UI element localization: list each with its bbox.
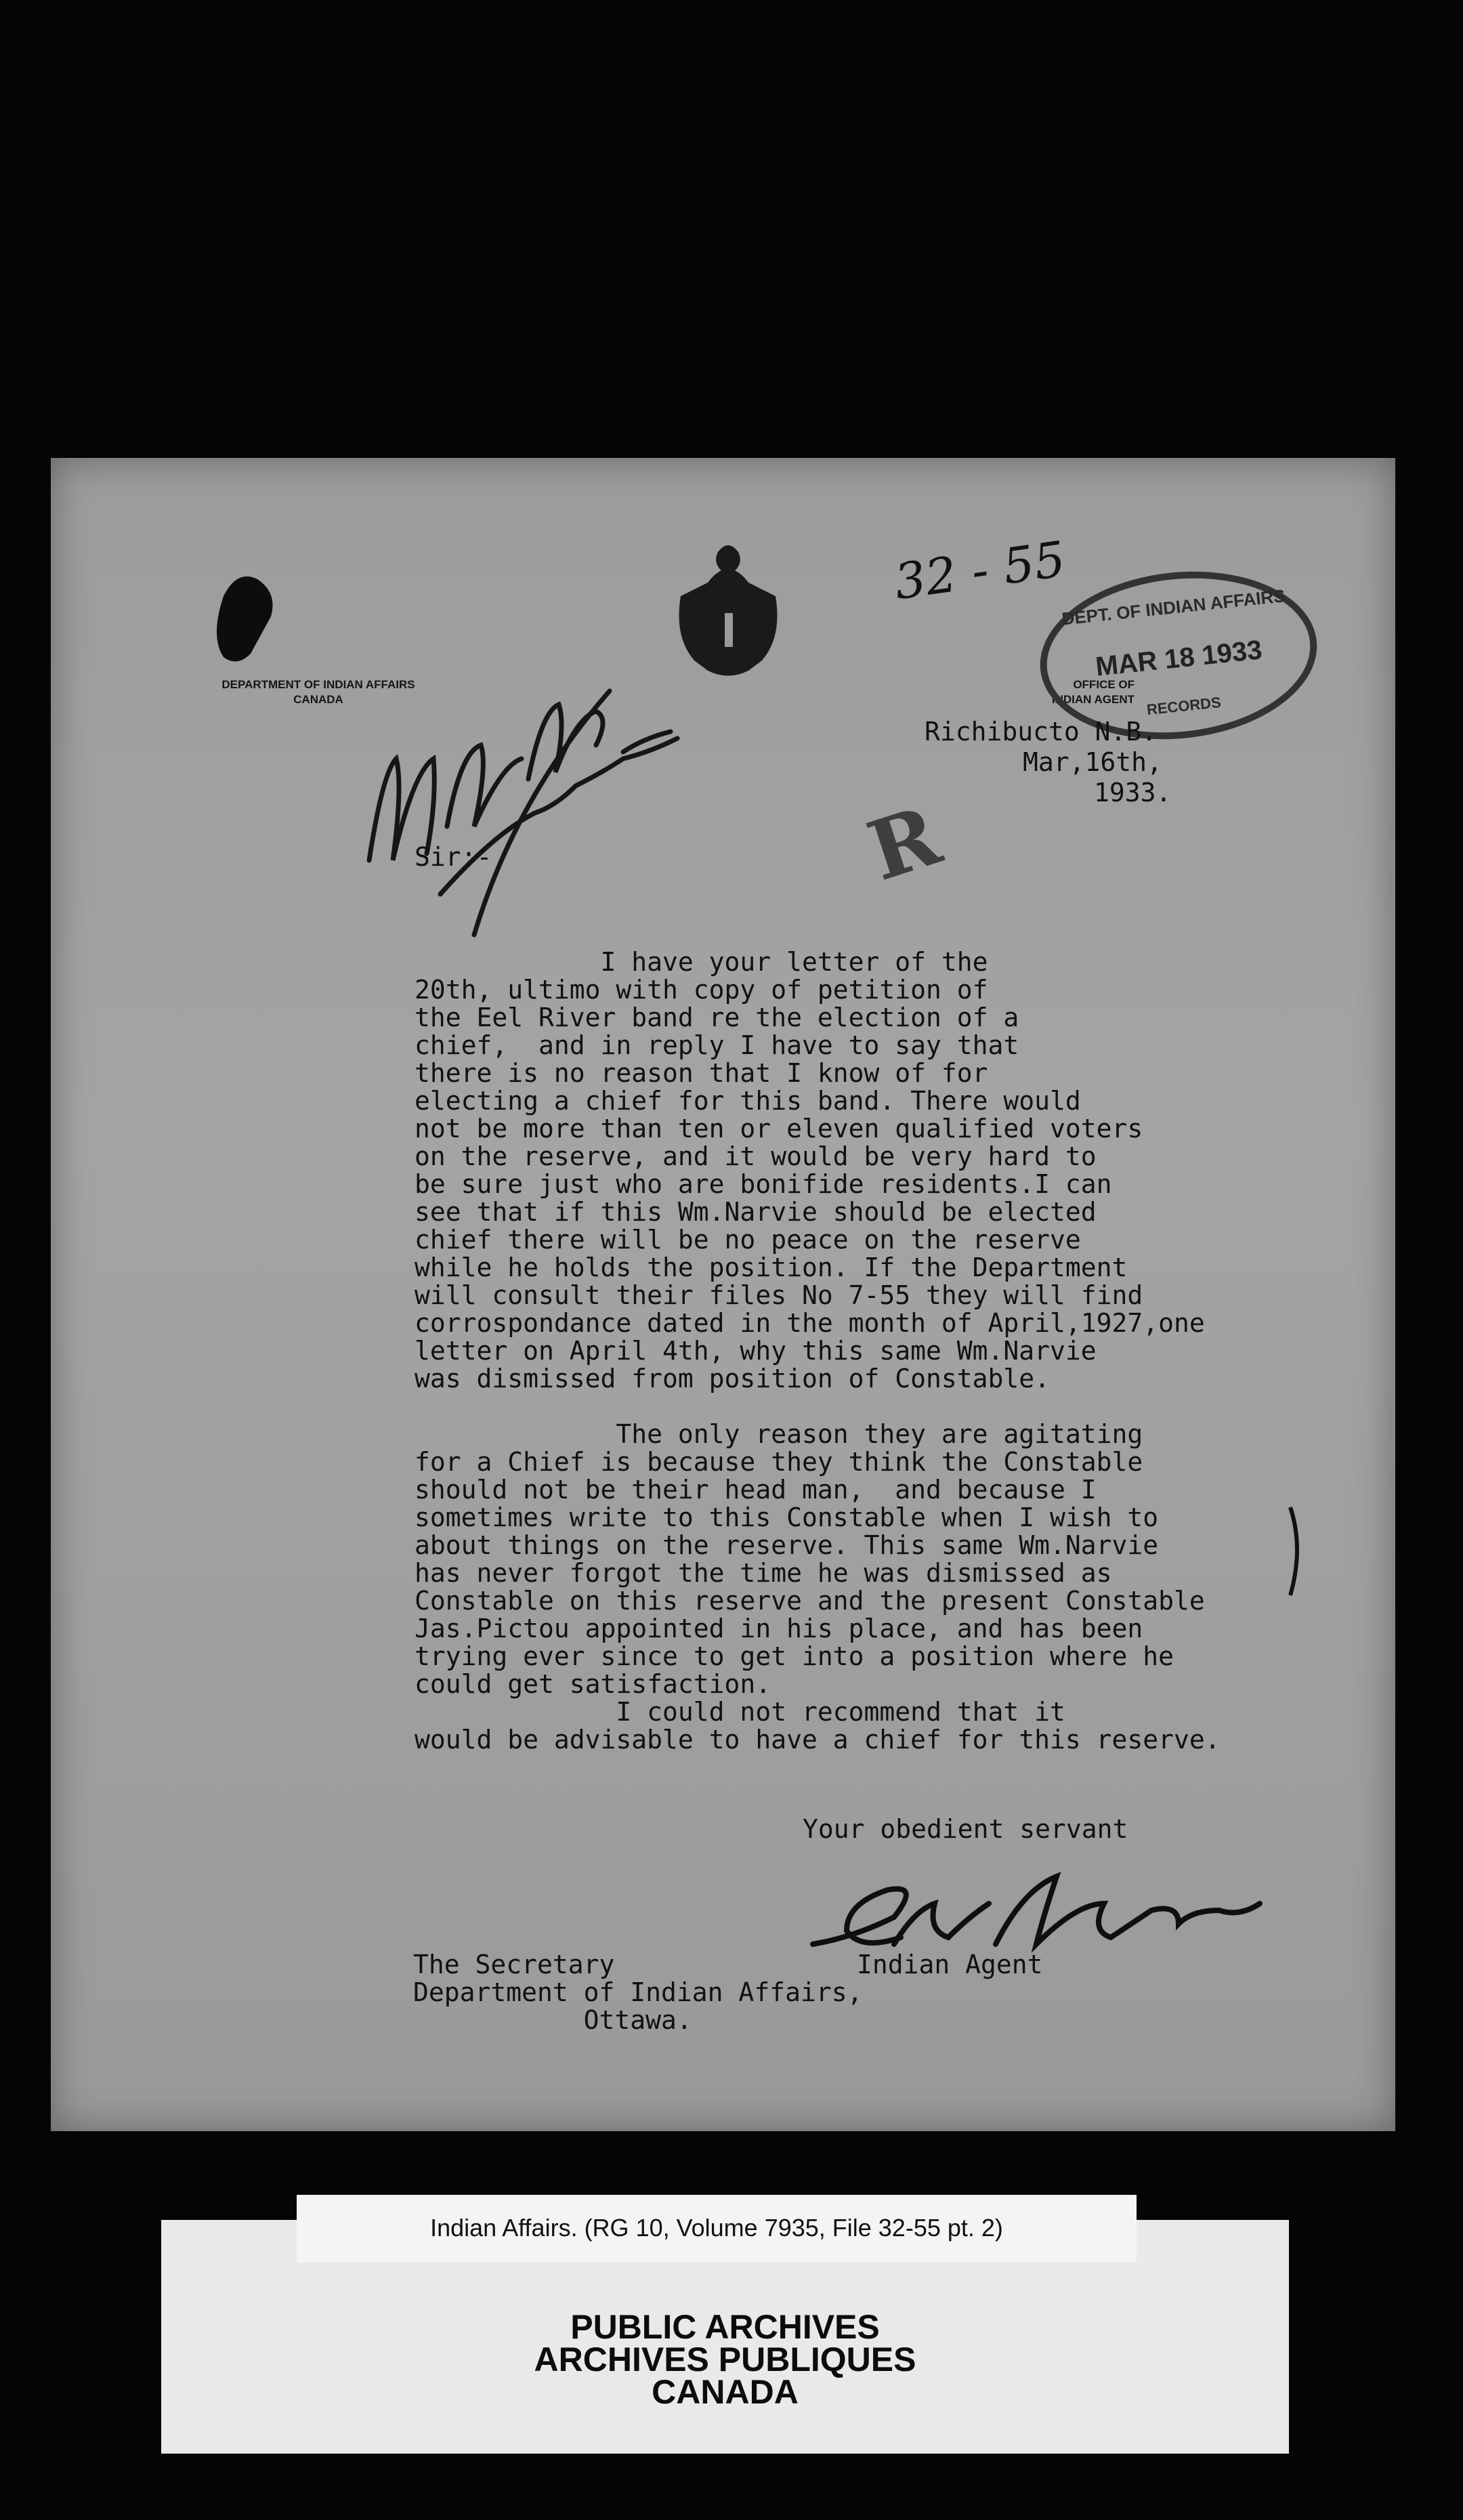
body-line: about things on the reserve. This same Wm.Narvie [415, 1530, 1159, 1560]
body-line: chief, and in reply I have to say that [415, 1030, 1019, 1060]
address-line: Department of Indian Affairs, [413, 1977, 863, 2007]
handwritten-annotation-icon [369, 691, 677, 935]
body-line: trying ever since to get into a position where he [415, 1641, 1174, 1671]
body-line: would be advisable to have a chief for this reserve. [415, 1725, 1221, 1755]
body-line: be sure just who are bonifide residents.I can [415, 1169, 1112, 1199]
file-number: 32 - 55 [891, 530, 1069, 611]
signature-title: Indian Agent [857, 1950, 1043, 1979]
body-line: for a Chief is because they think the Constable [415, 1447, 1143, 1477]
salutation: Sir:- [415, 842, 492, 872]
stamp-records: RECORDS [1145, 693, 1222, 719]
closing: Your obedient servant [803, 1814, 1128, 1844]
coat-of-arms-icon [679, 545, 778, 676]
body-line: I have your letter of the [415, 947, 988, 977]
bracket-mark-icon [1290, 1507, 1297, 1595]
body-line: on the reserve, and it would be very hard to [415, 1141, 1097, 1171]
register-stamp: R [857, 788, 952, 900]
body-line: was dismissed from position of Constable. [415, 1364, 1050, 1393]
body-line: The only reason they are agitating [415, 1419, 1143, 1449]
body-line: while he holds the position. If the Department [415, 1253, 1128, 1282]
body-line: Jas.Pictou appointed in his place, and has been [415, 1614, 1143, 1643]
body-line: Constable on this reserve and the present Constable [415, 1586, 1205, 1616]
body-line: not be more than ten or eleven qualified voters [415, 1114, 1143, 1143]
archive-reference: Indian Affairs. (RG 10, Volume 7935, File 32-55 pt. 2) [430, 2214, 1003, 2242]
signature-icon [813, 1876, 1260, 1944]
body-line: electing a chief for this band. There would [415, 1086, 1081, 1116]
stamp-department: DEPT. OF INDIAN AFFAIRS [1061, 585, 1286, 629]
letter-place: Richibucto N.B. [925, 717, 1158, 747]
stamp-date: MAR 18 1933 [1094, 635, 1264, 682]
body-line: could get satisfaction. [415, 1669, 771, 1699]
body-line: letter on April 4th, why this same Wm.Narvie [415, 1336, 1097, 1366]
body-line: should not be their head man, and because I [415, 1475, 1097, 1505]
body-line: see that if this Wm.Narvie should be elected [415, 1197, 1097, 1227]
body-line: the Eel River band re the election of a [415, 1003, 1019, 1032]
archive-name-fr: ARCHIVES PUBLIQUES [534, 2340, 916, 2378]
body-line: has never forgot the time he was dismissed as [415, 1558, 1112, 1588]
country-name: CANADA [293, 693, 343, 706]
address-line: Ottawa. [413, 2005, 692, 2035]
body-line: sometimes write to this Constable when I wish to [415, 1503, 1159, 1532]
archive-country: CANADA [652, 2373, 799, 2411]
body-line: I could not recommend that it [415, 1697, 1065, 1727]
body-line: 20th, ultimo with copy of petition of [415, 975, 988, 1005]
address-line: The Secretary [413, 1950, 615, 1979]
office-label: OFFICE OF [1073, 678, 1135, 691]
ink-blot-icon [217, 576, 273, 662]
agent-label: INDIAN AGENT [1051, 693, 1135, 706]
archive-name-en: PUBLIC ARCHIVES [570, 2308, 880, 2346]
department-name: DEPARTMENT OF INDIAN AFFAIRS [221, 678, 415, 691]
body-line: there is no reason that I know of for [415, 1058, 988, 1088]
body-line: chief there will be no peace on the reserve [415, 1225, 1081, 1255]
body-line: corrospondance dated in the month of April,1927,one [415, 1308, 1205, 1338]
letterhead-left [176, 677, 461, 707]
letter-year: 1933. [1094, 778, 1172, 807]
body-line: will consult their files No 7-55 they will find [415, 1280, 1143, 1310]
letter-date: Mar,16th, [1023, 747, 1162, 777]
